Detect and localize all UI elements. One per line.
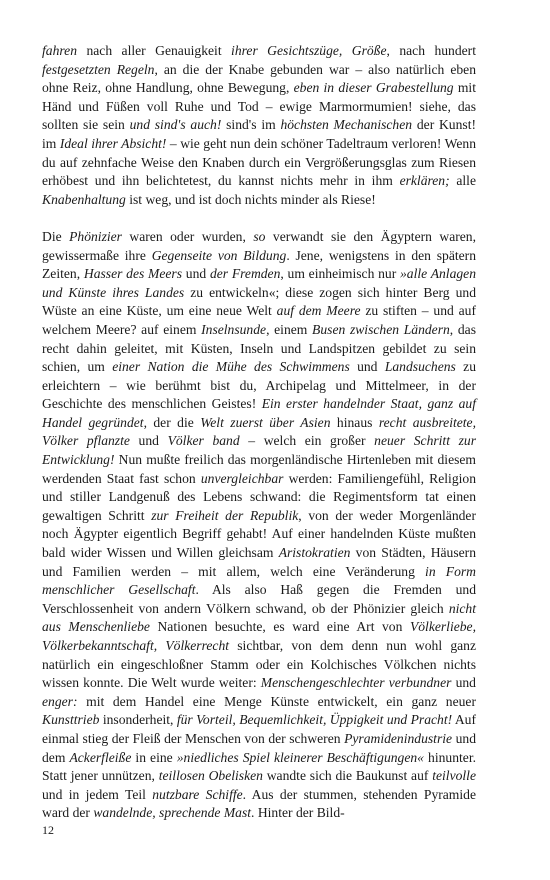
text-run: verwandt sie den Ägyptern waren, gewissermaße ihre — [42, 228, 476, 263]
text-run: ist weg, und ist doch nichts minder als Riese! — [125, 191, 376, 207]
italic-text-run: enger: — [42, 693, 78, 709]
text-run: , das recht dahin geleitet, mit Küsten, Inseln und Landspitzen gebildet zu sein schien, um — [42, 321, 476, 375]
italic-text-run: und sind's auch! — [129, 117, 222, 133]
italic-text-run: fahren — [42, 43, 77, 58]
italic-text-run: einer Nation die Mühe des Schwimmens — [112, 359, 350, 375]
page-number: 12 — [42, 823, 54, 837]
text-run: zu stiften – und auf welchem Meere? auf einem — [42, 303, 476, 337]
text-run: nach aller Genauigkeit — [77, 43, 232, 58]
italic-text-run: der Fremden — [209, 266, 281, 282]
italic-text-run: für Vorteil, Bequemlichkeit, Üppigkeit und Pracht! — [176, 712, 453, 728]
italic-text-run: nutzbare Schiffe — [152, 786, 243, 802]
italic-text-run: Welt zuerst über Asien — [200, 414, 331, 430]
italic-text-run: in Form menschlicher Gesellschaft — [42, 563, 476, 598]
italic-text-run: nicht aus Menschenliebe — [42, 600, 476, 635]
paragraph — [42, 42, 476, 209]
text-run: , an die der Knabe gebunden war – also natürlich eben ohne Reiz, ohne Handlung, ohne Bewegung, — [42, 61, 476, 96]
text-run: , nach hundert — [386, 43, 476, 58]
italic-text-run: recht ausbreitete, Völker pflanzte — [42, 414, 476, 449]
italic-text-run: Inselnsunde — [201, 321, 267, 337]
text-run: . Hinter der Bild- — [251, 805, 345, 821]
text-run: von Städten, Häusern und Familien werden – mit allem, welch eine Veränderung — [42, 545, 476, 579]
italic-text-run: Kunsttrieb — [42, 712, 100, 728]
italic-text-run: Völkerliebe, Völkerbekanntschaft, Völkerrecht — [42, 619, 476, 653]
italic-text-run: höchsten Mechanischen — [280, 117, 413, 133]
italic-text-run: Aristokratien — [278, 545, 351, 561]
italic-text-run: Ideal ihrer Absicht! — [59, 135, 167, 151]
text-run: alle — [449, 173, 476, 189]
text-run: , von der weder Morgenländer noch Ägypter eigentlich Begriff gehabt! Auf einer handelnden Küste mußten bald wider Wissen und Willen gleichsam — [42, 507, 476, 561]
italic-text-run: teillosen Obelisken — [158, 768, 263, 784]
text-run: – welch ein großer — [239, 433, 375, 449]
text-run: . Aus der stummen, stehenden Pyramide ward der — [42, 786, 476, 821]
italic-text-run: Hasser des Meers — [83, 266, 183, 282]
text-run: werden: Familiengefühl, Religion und stiller Landgenuß des Lebens schwand: die Regimentsform tat einen gewaltigen Schritt — [42, 470, 476, 523]
italic-text-run: ihrer Gesichtszüge, Größe — [231, 43, 387, 58]
text-run: zu erleichtern – wie berühmt bist du, Archipelag und Mittelmeer, in der Geschichte des menschlichen Geistes! — [42, 359, 477, 412]
text-run: , der die — [143, 414, 201, 430]
paragraph — [42, 228, 476, 823]
italic-text-run: Phönizier — [69, 228, 122, 244]
text-run: hinaus — [330, 414, 379, 430]
text-run: der Kunst! im — [42, 117, 476, 151]
italic-text-run: Menschengeschlechter verbundner — [260, 675, 452, 691]
italic-text-run: zur Freiheit der Republik — [151, 507, 299, 523]
italic-text-run: Ackerfleiße — [69, 749, 132, 765]
italic-text-run: so — [253, 228, 266, 244]
text-run: und — [349, 359, 385, 375]
text-run: und — [129, 433, 168, 449]
italic-text-run: Gegenseite von Bildung — [151, 247, 287, 263]
text-run: insonderheit, — [99, 712, 177, 728]
text-run: sind's im — [221, 117, 281, 133]
text-run: Nationen besuchte, es ward eine Art von — [149, 619, 410, 635]
text-run: , einem — [266, 321, 313, 337]
italic-text-run: teilvolle — [432, 768, 476, 784]
italic-text-run: Völker band — [167, 433, 240, 449]
text-run: Nun mußte freilich das morgenländische Hirtenleben mit diesem werdenden Staat fast schon — [42, 452, 476, 486]
text-run: wandte sich die Baukunst auf — [262, 768, 433, 784]
text-run: Die — [42, 228, 70, 244]
italic-text-run: »niedliches Spiel kleinerer Beschäftigungen« — [176, 749, 424, 765]
text-run: mit dem Handel eine Menge Künste entwickelt, ein ganz neuer — [77, 693, 476, 709]
italic-text-run: »alle Anlagen und Künste ihres Landes — [42, 266, 476, 300]
italic-text-run: Pyramidenindustrie — [344, 730, 453, 746]
text-run: waren oder wurden, — [121, 228, 254, 244]
text-run: hinunter. Statt jener unnützen, — [42, 749, 476, 784]
italic-text-run: eben in dieser Grabestellung — [293, 80, 454, 96]
text-run: und dem — [42, 730, 476, 765]
text-run: – wie geht nun dein schöner Tadeltraum verloren! Wenn du auf zehnfache Weise den Knaben durch ein Vergrößerungsglas zum Riesen erhöbest und ihn belichtetest, du kannst nichts mehr in ihm — [42, 135, 476, 189]
italic-text-run: neuer Schritt zur Entwicklung! — [42, 433, 476, 468]
text-run: und — [451, 675, 476, 691]
italic-text-run: Landsuchens — [384, 359, 456, 375]
italic-text-run: Knabenhaltung — [42, 191, 126, 207]
text-run: Auf einmal stieg der Fleiß der Menschen von der schweren — [42, 712, 476, 746]
italic-text-run: Busen zwischen Ländern — [312, 321, 450, 337]
text-run: zu entwickeln«; diese zogen sich hinter Berg und Wüste an eine Küste, um eine neue Welt — [42, 284, 476, 319]
italic-text-run: festgesetzten Regeln — [42, 61, 155, 77]
text-run: . Als also Haß gegen die Fremden und Verschlossenheit von andern Völkern schwand, ob der Phönizier gleich — [42, 582, 476, 616]
text-run: und in jedem Teil — [42, 786, 153, 802]
text-run: und — [182, 266, 210, 282]
italic-text-run: unvergleichbar — [200, 470, 284, 486]
italic-text-run: erklären; — [399, 173, 450, 189]
italic-text-run: Ein erster handelnder Staat, ganz auf Handel gegründet — [42, 396, 476, 430]
italic-text-run: auf dem Meere — [276, 303, 361, 319]
document-page — [42, 42, 476, 823]
text-run: mit Händ und Füßen voll Ruhe und Tod – ewige Marmormumien! siehe, das sollten sie sein — [42, 80, 476, 133]
text-run: sichtbar, von dem denn nun wohl ganz natürlich ein eingeschloßner Stamm oder ein Kolchisches Völkchen nichts wissen konnte. Die Welt wurde weiter: — [42, 638, 476, 691]
text-run: in eine — [131, 749, 177, 765]
text-run: . Jene, wenigstens in den spätern Zeiten, — [42, 247, 477, 282]
text-run: , um einheimisch nur — [280, 266, 400, 282]
italic-text-run: wandelnde, sprechende Mast — [93, 805, 252, 821]
